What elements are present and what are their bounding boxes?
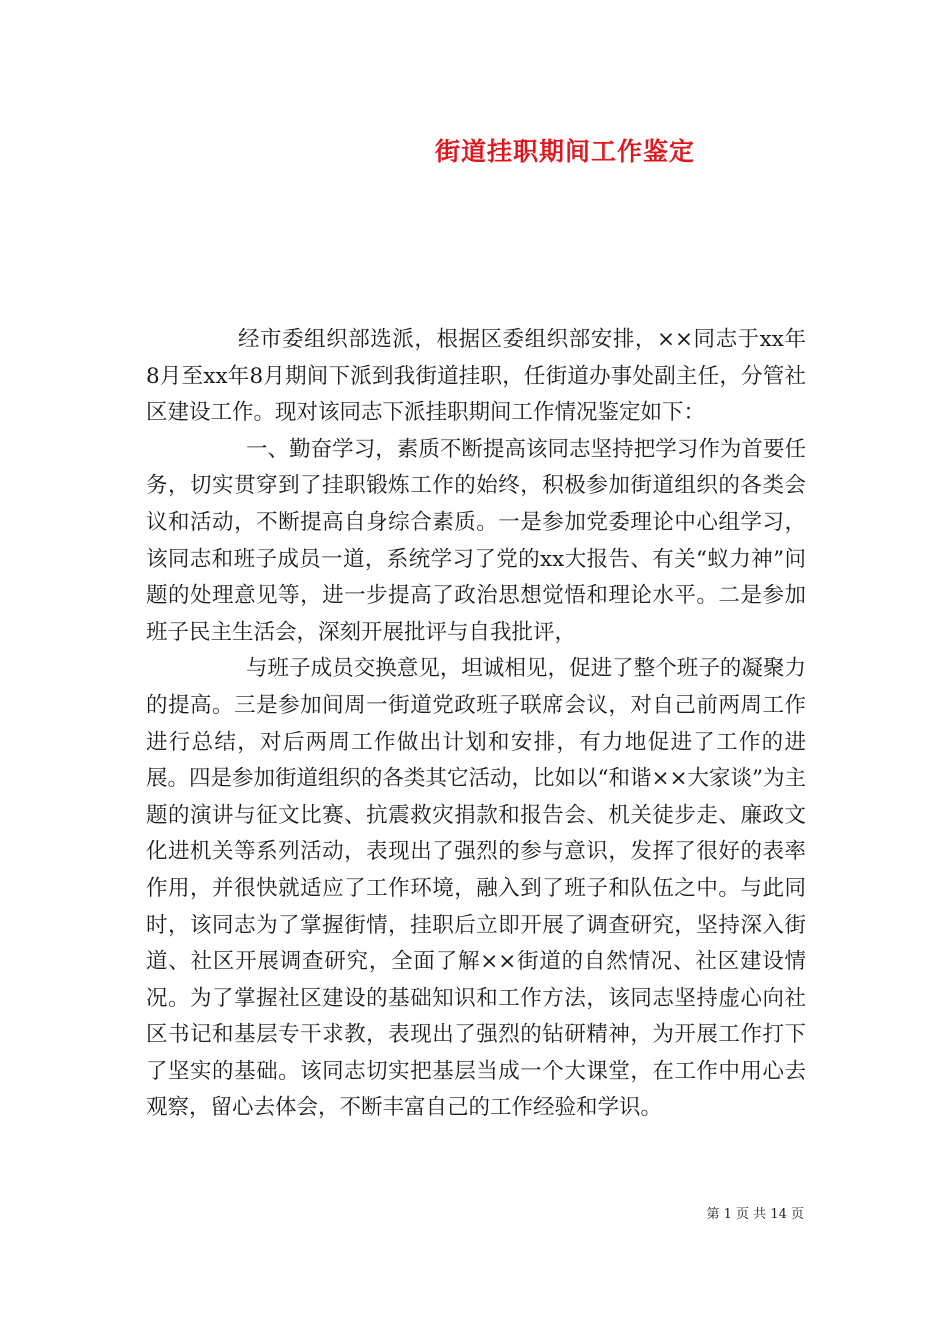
page-number-footer: 第 1 页 共 14 页 xyxy=(706,1207,804,1222)
document-body xyxy=(146,322,806,1127)
document-title: 街道挂职期间工作鉴定 xyxy=(434,137,695,166)
paragraph-teamwork: 与班子成员交换意见，坦诚相见，促进了整个班子的凝聚力的提高。三是参加间周一街道党政班子联席会议，对自己前两周工作进行总结，对后两周工作做出计划和安排，有力地促进了工作的进展。四是参加街道组织的各类其它活动，比如以“和谐××大家谈”为主题的演讲与征文比赛、抗震救灾捐款和报告会、机关徒步走、廉政文化进机关等系列活动，表现出了强烈的参与意识，发挥了很好的表率作用，并很快就适应了工作环境，融入到了班子和队伍之中。与此同时，该同志为了掌握街情，挂职后立即开展了调查研究，坚持深入街道、社区开展调查研究，全面了解××街道的自然情况、社区建设情况。为了掌握社区建设的基础知识和工作方法，该同志坚持虚心向社区书记和基层专干求教，表现出了强烈的钻研精神，为开展工作打下了坚实的基础。该同志切实把基层当成一个大课堂，在工作中用心去观察，留心去体会，不断丰富自己的工作经验和学识。 xyxy=(146,656,807,1121)
paragraph-study: 一、勤奋学习，素质不断提高该同志坚持把学习作为首要任务，切实贯穿到了挂职锻炼工作的始终，积极参加街道组织的各类会议和活动，不断提高自身综合素质。一是参加党委理论中心组学习，该同志和班子成员一道，系统学习了党的xx大报告、有关“蚁力神”问题的处理意见等，进一步提高了政治思想觉悟和理论水平。二是参加班子民主生活会，深刻开展批评与自我批评， xyxy=(146,436,806,645)
paragraph-intro: 经市委组织部选派，根据区委组织部安排，××同志于xx年8月至xx年8月期间下派到我街道挂职，任街道办事处副主任，分管社区建设工作。现对该同志下派挂职期间工作情况鉴定如下： xyxy=(146,327,806,426)
